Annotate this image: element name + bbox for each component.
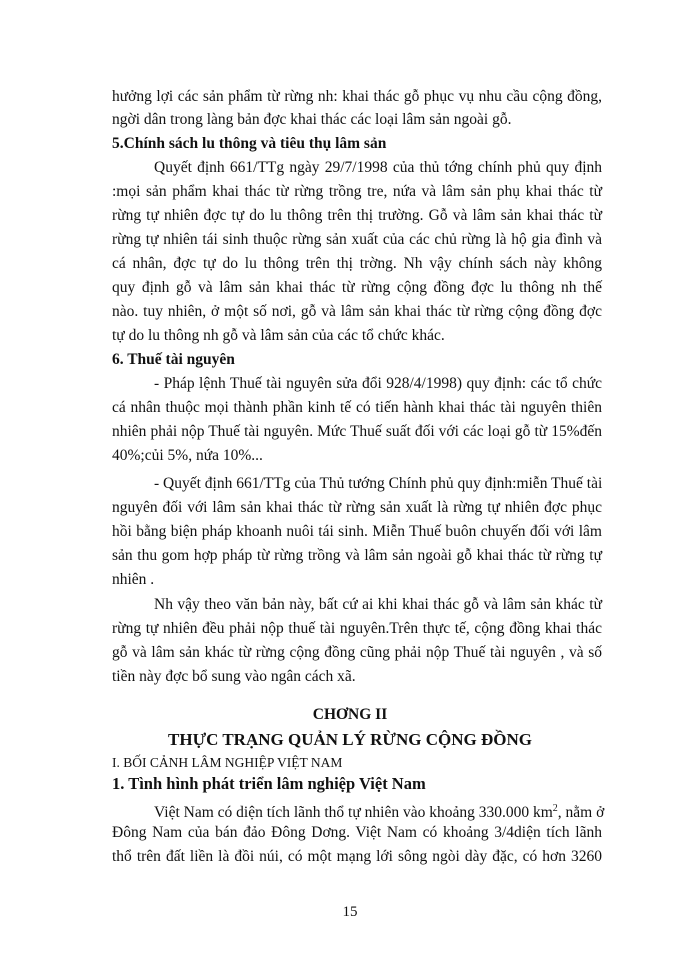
paragraph-line: - Quyết định 661/TTg của Thủ tướng Chính phủ quy định:miễn Thuế tài: [154, 475, 603, 492]
subsection-heading: 1. Tình hình phát triển lâm nghiệp Việt Nam: [112, 774, 426, 793]
paragraph-line: - Pháp lệnh Thuế tài nguyên sửa đổi 928/4/1998) quy định: các tổ chức: [154, 375, 602, 392]
page-number: 15: [342, 904, 358, 920]
paragraph-line: cá nhân thuộc mọi thành phần kinh tế có tiến hành khai thác tài nguyên thiên: [112, 399, 602, 416]
paragraph-line: gỗ và lâm sản khác từ rừng cộng đồng cũng phải nộp Thuế tài nguyên , và số: [112, 644, 602, 661]
paragraph-line: ngời dân trong làng bản đợc khai thác các loại lâm sản ngoài gỗ.: [112, 111, 512, 128]
paragraph-line: quy định gỗ và lâm sản khai thác từ rừng cộng đồng đợc lu thông nh thế: [112, 279, 602, 296]
paragraph-line: rừng tự nhiên đều phải nộp thuế tài nguyên.Trên thực tế, cộng đồng khai thác: [112, 620, 602, 637]
superscript: 2: [552, 803, 558, 814]
paragraph-line: nhiên .: [112, 571, 155, 588]
paragraph-line: thổ trên đất liền là đồi núi, có một mạng lới sông ngòi dày đặc, có hơn 3260: [112, 848, 602, 865]
paragraph-text: Việt Nam có diện tích lãnh thổ tự nhiên vào khoảng 330.000 km: [154, 804, 553, 822]
paragraph-line: Nh vậy theo văn bản này, bất cứ ai khi khai thác gỗ và lâm sản khác từ: [154, 596, 602, 613]
paragraph-line: [154, 798, 605, 824]
chapter-title: THỰC TRẠNG QUẢN LÝ RỪNG CỘNG ĐỒNG: [168, 730, 532, 749]
paragraph-line: tiền này đợc bổ sung vào ngân cách xã.: [112, 668, 356, 685]
paragraph-line: nào. tuy nhiên, ở một số nơi, gỗ và lâm sản khai thác từ rừng cộng đồng đợc: [112, 303, 602, 320]
paragraph-line: Quyết định 661/TTg ngày 29/7/1998 của thủ tớng chính phủ quy định: [154, 159, 602, 176]
paragraph-line: tự do lu thông nh gỗ và lâm sản của các tổ chức khác.: [112, 327, 445, 344]
paragraph-line: 40%;củi 5%, nứa 10%...: [112, 447, 263, 464]
paragraph-line: Đông Nam của bán đảo Đông Dơng. Việt Nam có khoảng 3/4diện tích lãnh: [112, 824, 602, 841]
paragraph-line: nguyên đối với lâm sản khai thác từ rừng sản xuất là rừng tự nhiên đợc phục: [112, 499, 602, 516]
paragraph-text: , nằm ở: [557, 804, 605, 822]
paragraph-line: nhiên phải nộp Thuế tài nguyên. Mức Thuế suất đối với các loại gỗ từ 15%đến: [112, 423, 602, 440]
section-heading: 5.Chính sách lu thông và tiêu thụ lâm sản: [112, 135, 387, 152]
paragraph-line: cá nhân, đợc tự do lu thông trên thị trờng. Nh vậy chính sách này không: [112, 255, 602, 272]
paragraph-line: :mọi sản phẩm khai thác từ rừng trồng tre, nứa và lâm sản phụ khai thác từ: [112, 183, 602, 200]
paragraph-line: sản thu gom hợp pháp từ rừng trồng và lâm sản ngoài gỗ khai thác từ rừng tự: [112, 547, 602, 564]
paragraph-line: rừng tự nhiên đợc tự do lu thông trên thị trường. Gỗ và lâm sản khai thác từ: [112, 207, 602, 224]
section-heading: 6. Thuế tài nguyên: [112, 351, 235, 368]
part-heading: I. BỐI CẢNH LÂM NGHIỆP VIỆT NAM: [112, 755, 343, 770]
paragraph-line: hưởng lợi các sản phẩm từ rừng nh: khai thác gỗ phục vụ nhu cầu cộng đồng,: [112, 88, 602, 105]
chapter-number: CHƠNG II: [312, 706, 388, 723]
paragraph-line: hồi bằng biện pháp khoanh nuôi tái sinh. Miễn Thuế buôn chuyến đối với lâm: [112, 523, 602, 540]
paragraph-line: rừng tự nhiên tái sinh thuộc rừng sản xuất của các chủ rừng là hộ gia đình và: [112, 231, 602, 248]
